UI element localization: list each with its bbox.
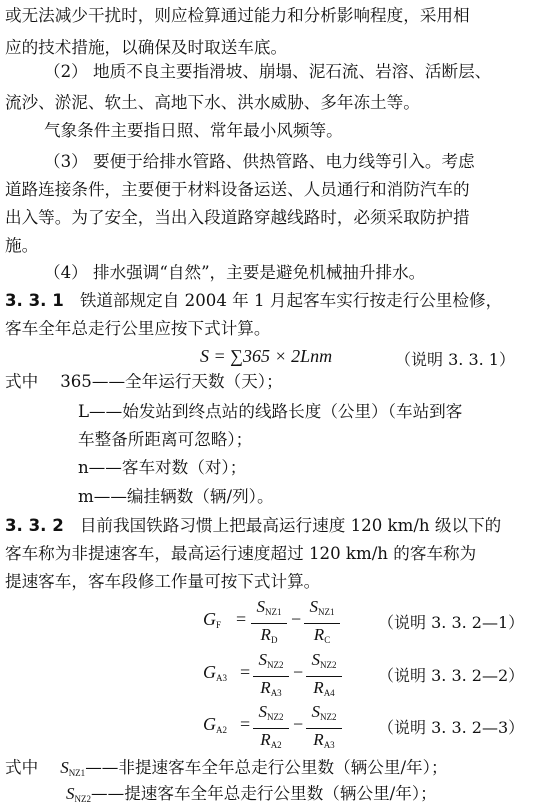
equals-sign: = — [240, 714, 251, 734]
fraction: $S_{NZ1}$ $R_D$ — [251, 597, 287, 650]
paragraph-line: （4） 排水强调“自然”，主要是避免机械抽升排水。 — [44, 263, 426, 282]
paragraph-line: 道路连接条件，主要便于材料设备运送、人员通行和消防汽车的 — [5, 180, 470, 199]
definition-line — [66, 778, 531, 810]
definition-text: ——非提速客车全年总走行公里数（辆公里/年）； — [85, 758, 448, 777]
equals-sign: = — [236, 609, 247, 629]
paragraph-line: 或无法减少干扰时，则应检算通过能力和分析影响程度，采用相 — [5, 6, 470, 25]
formula-lhs: $G_F$ — [203, 609, 222, 630]
section-number: 3. 3. 1 — [5, 291, 64, 310]
fraction: $S_{NZ2}$ $R_{A3}$ — [306, 702, 342, 755]
definition-line: n——客车对数（对）； — [78, 458, 247, 477]
definition-line: 车整备所距离可忽略）； — [78, 430, 253, 449]
formula-tag: （说明 3. 3. 2—1） — [378, 613, 525, 632]
paragraph-line: 提速客车，客车段修工作量可按下式计算。 — [5, 572, 321, 591]
minus-sign: − — [291, 609, 302, 629]
definition-text: 365——全年运行天数（天）； — [60, 372, 283, 391]
paragraph-line: 客车全年总走行公里应按下式计算。 — [5, 319, 271, 338]
formula-3-3-1: S = ∑365 × 2Lnm — [200, 346, 333, 366]
paragraph-line: （2） 地质不良主要指滑坡、崩塌、泥石流、岩溶、活断层、 — [44, 62, 492, 81]
paragraph-line: 流沙、淤泥、软土、高地下水、洪水威胁、多年冻土等。 — [5, 93, 420, 112]
definition-text: ——提速客车全年总走行公里数（辆公里/年）； — [91, 784, 437, 803]
definition-prefix: 式中 — [5, 372, 39, 391]
definition-line: L——始发站到终点站的线路长度（公里）（车站到客 — [78, 402, 463, 421]
fraction: $S_{NZ2}$ $R_{A4}$ — [306, 650, 342, 703]
formula-lhs: $G_{A3}$ — [203, 662, 227, 683]
definition-symbol: $S_{NZ1}$ — [60, 758, 86, 778]
definition-symbol: $S_{NZ2}$ — [66, 784, 91, 804]
paragraph-line: 施。 — [5, 236, 39, 255]
minus-sign: − — [293, 714, 304, 734]
paragraph-line: 应的技术措施，以确保及时取送车底。 — [5, 38, 288, 57]
formula-tag: （说明 3. 3. 1） — [395, 350, 515, 369]
formula-tag: （说明 3. 3. 2—3） — [378, 718, 525, 737]
section-text: 目前我国铁路习惯上把最高运行速度 120 km/h 级以下的 — [79, 516, 502, 535]
formula-lhs: $G_{A2}$ — [203, 714, 227, 735]
paragraph-line: 客车称为非提速客车，最高运行速度超过 120 km/h 的客车称为 — [5, 544, 477, 563]
definition-line: m——编挂辆数（辆/列）。 — [78, 487, 274, 506]
fraction: $S_{NZ2}$ $R_{A3}$ — [253, 650, 289, 703]
formula-tag: （说明 3. 3. 2—2） — [378, 666, 525, 685]
section-number: 3. 3. 2 — [5, 516, 64, 535]
section-text: 铁道部规定自 2004 年 1 月起客车实行按走行公里检修， — [79, 291, 503, 310]
paragraph-line: （3） 要便于给排水管路、供热管路、电力线等引入。考虑 — [44, 152, 475, 171]
equals-sign: = — [240, 662, 251, 682]
fraction: $S_{NZ2}$ $R_{A2}$ — [253, 702, 289, 755]
minus-sign: − — [293, 662, 304, 682]
fraction: $S_{NZ1}$ $R_C$ — [304, 597, 340, 650]
definition-prefix: 式中 — [5, 758, 39, 777]
definition-line — [5, 366, 531, 398]
paragraph-line: 出入等。为了安全，当出入段道路穿越线路时，必须采取防护措 — [5, 208, 470, 227]
paragraph-line: 气象条件主要指日照、常年最小风频等。 — [44, 121, 343, 140]
